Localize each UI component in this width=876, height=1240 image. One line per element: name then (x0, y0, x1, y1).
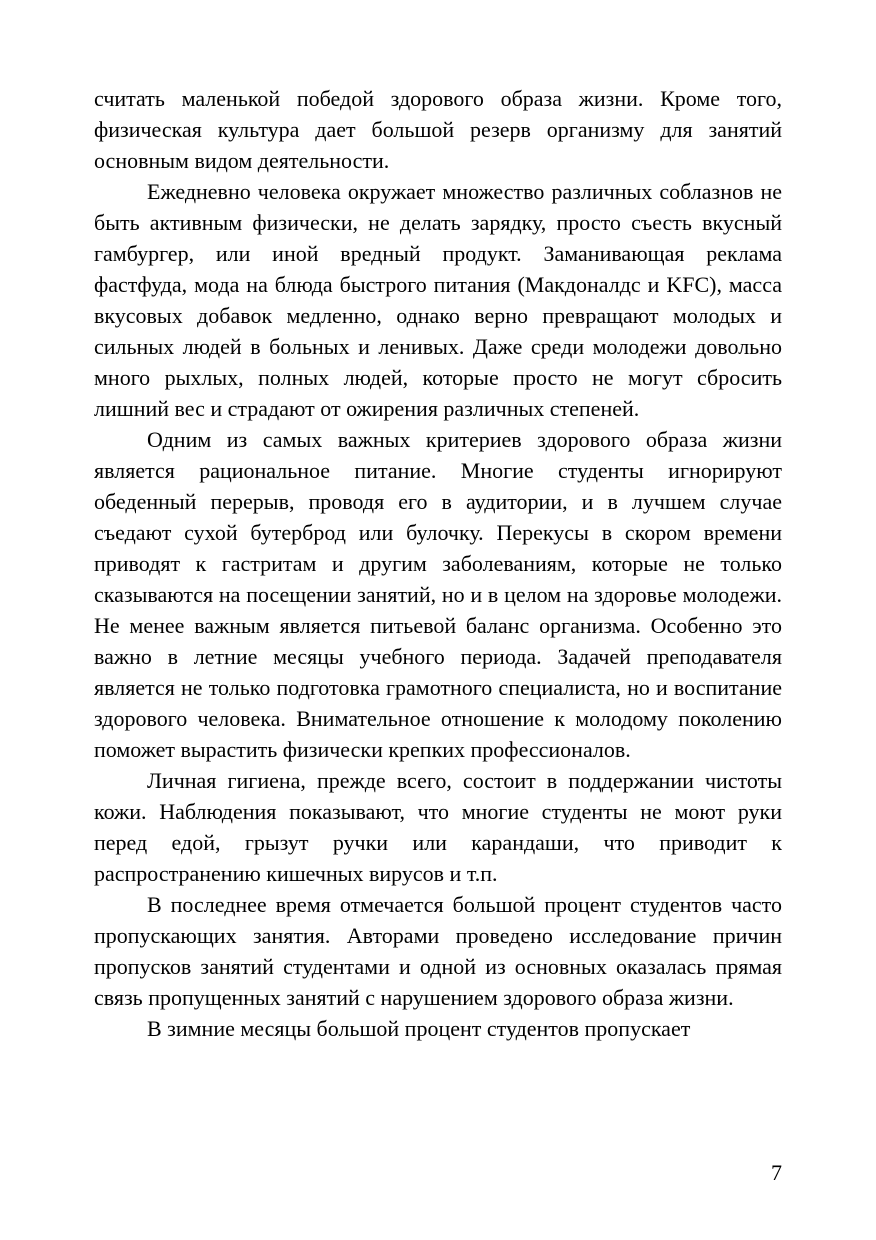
paragraph-1: считать маленькой победой здорового образа жизни. Кроме того, физическая культура дает большой резерв организму для занятий основным видом деятельности. (94, 86, 782, 173)
paragraph-5: В последнее время отмечается большой процент студентов часто пропускающих занятия. Авторами проведено исследование причин пропусков занятий студентами и одной из основных оказалась прямая связь пропущенных занятий с нарушением здорового образа жизни. (94, 892, 782, 1010)
paragraph-3: Одним из самых важных критериев здорового образа жизни является рациональное питание. Многие студенты игнорируют обеденный перерыв, проводя его в аудитории, и в лучшем случае съедают сухой бутерброд или булочку. Перекусы в скором времени приводят к гастритам и другим заболеваниям, которые не только сказываются на посещении занятий, но и в целом на здоровье молодежи. Не менее важным является питьевой баланс организма. Особенно это важно в летние месяцы учебного периода. Задачей преподавателя является не только подготовка грамотного специалиста, но и воспитание здорового человека. Внимательное отношение к молодому поколению поможет вырастить физически крепких профессионалов. (94, 427, 782, 762)
paragraph-2: Ежедневно человека окружает множество различных соблазнов не быть активным физически, не делать зарядку, просто съесть вкусный гамбургер, или иной вредный продукт. Заманивающая реклама фастфуда, мода на блюда быстрого питания (Макдоналдс и KFC), масса вкусовых добавок медленно, однако верно превращают молодых и сильных людей в больных и ленивых. Даже среди молодежи довольно много рыхлых, полных людей, которые просто не могут сбросить лишний вес и страдают от ожирения различных степеней. (94, 179, 782, 421)
paragraph-4: Личная гигиена, прежде всего, состоит в поддержании чистоты кожи. Наблюдения показывают, что многие студенты не моют руки перед едой, грызут ручки или карандаши, что приводит к распространению кишечных вирусов и т.п. (94, 768, 782, 886)
page-number: 7 (771, 1160, 782, 1185)
document-page (94, 83, 782, 1044)
paragraph-6: В зимние месяцы большой процент студентов пропускает (147, 1016, 691, 1041)
